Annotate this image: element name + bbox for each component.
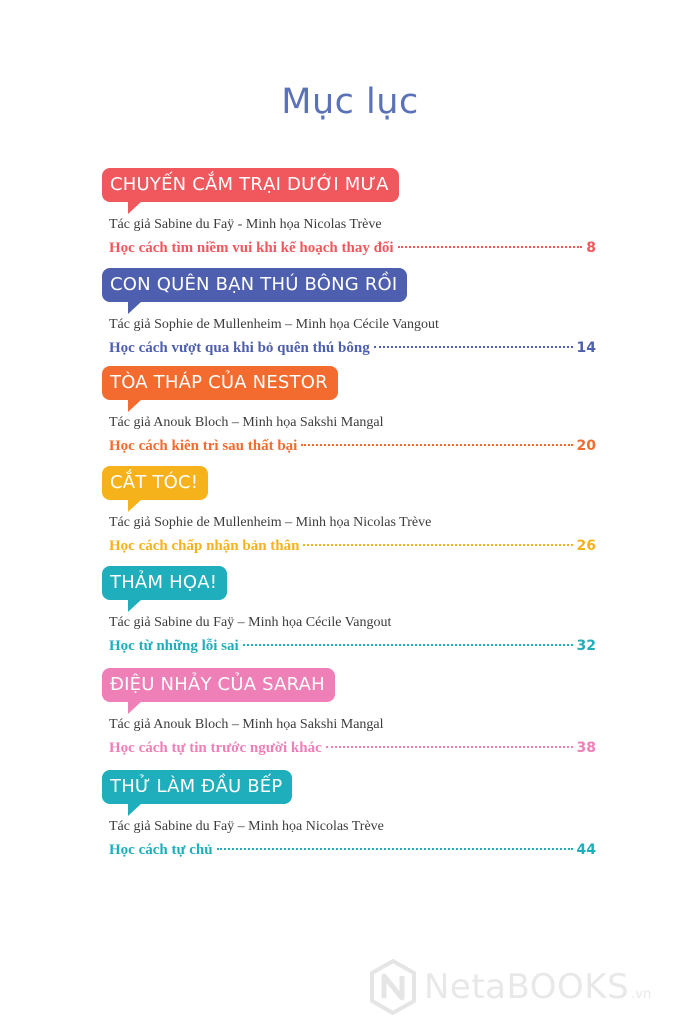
chapter-heading: CHUYẾN CẮM TRẠI DƯỚI MƯA xyxy=(110,174,389,195)
chapter-lesson: Học cách tìm niềm vui khi kế hoạch thay đổi xyxy=(109,240,394,256)
chapter-heading-bubble xyxy=(102,168,399,202)
chapter-heading-bubble xyxy=(102,668,335,702)
chapter-credits: Tác giả Sabine du Faÿ - Minh họa Nicolas Trève xyxy=(109,217,382,232)
chapter-lesson-row[interactable] xyxy=(109,340,596,357)
leader-dots xyxy=(301,444,572,446)
chapter-credits: Tác giả Anouk Bloch – Minh họa Sakshi Mangal xyxy=(109,415,384,430)
toc-entry[interactable] xyxy=(102,668,596,757)
chapter-lesson-row[interactable] xyxy=(109,740,596,757)
chapter-lesson: Học từ những lỗi sai xyxy=(109,638,239,654)
page-number: 32 xyxy=(576,638,596,654)
chapter-heading: THỬ LÀM ĐẦU BẾP xyxy=(110,776,283,797)
toc-entry[interactable] xyxy=(102,770,596,859)
page-number: 20 xyxy=(576,438,596,454)
toc-entry[interactable] xyxy=(102,268,596,357)
leader-dots xyxy=(217,848,573,850)
chapter-lesson: Học cách chấp nhận bản thân xyxy=(109,538,300,554)
chapter-lesson: Học cách tự tin trước người khác xyxy=(109,740,322,756)
chapter-lesson-row[interactable] xyxy=(109,842,596,859)
page-number: 14 xyxy=(576,340,596,356)
leader-dots xyxy=(303,544,572,546)
chapter-heading: CON QUÊN BẠN THÚ BÔNG RỒI xyxy=(110,274,398,295)
chapter-heading-bubble xyxy=(102,466,208,500)
page-number: 38 xyxy=(576,740,596,756)
chapter-credits: Tác giả Sabine du Faÿ – Minh họa Cécile Vangout xyxy=(109,615,392,630)
chapter-heading-bubble xyxy=(102,366,338,400)
chapter-lesson: Học cách vượt qua khi bỏ quên thú bông xyxy=(109,340,370,356)
chapter-heading: THẢM HỌA! xyxy=(110,572,218,593)
chapter-lesson-row[interactable] xyxy=(109,638,596,655)
toc-entry[interactable] xyxy=(102,566,596,655)
page-number: 44 xyxy=(576,842,596,858)
chapter-credits: Tác giả Sophie de Mullenheim – Minh họa Cécile Vangout xyxy=(109,317,439,332)
chapter-heading-bubble xyxy=(102,770,292,804)
watermark xyxy=(368,958,651,1016)
watermark-brand: NetaBOOKS xyxy=(424,967,630,1007)
chapter-lesson-row[interactable] xyxy=(109,240,596,257)
netabooks-logo-icon xyxy=(368,958,418,1016)
chapter-credits: Tác giả Anouk Bloch – Minh họa Sakshi Mangal xyxy=(109,717,384,732)
page-title: Mục lục xyxy=(281,82,419,122)
chapter-heading-bubble xyxy=(102,566,227,600)
chapter-lesson-row[interactable] xyxy=(109,438,596,455)
toc-entry[interactable] xyxy=(102,366,596,455)
leader-dots xyxy=(374,346,573,348)
leader-dots xyxy=(243,644,573,646)
chapter-heading: ĐIỆU NHẢY CỦA SARAH xyxy=(110,674,325,695)
page-number: 8 xyxy=(586,240,596,256)
chapter-heading: CẮT TÓC! xyxy=(110,472,199,493)
leader-dots xyxy=(398,246,583,248)
chapter-credits: Tác giả Sabine du Faÿ – Minh họa Nicolas Trève xyxy=(109,819,384,834)
watermark-suffix: .vn xyxy=(631,986,652,1002)
chapter-lesson-row[interactable] xyxy=(109,538,596,555)
chapter-lesson: Học cách tự chủ xyxy=(109,842,213,858)
chapter-heading: TÒA THÁP CỦA NESTOR xyxy=(110,372,328,393)
leader-dots xyxy=(326,746,573,748)
chapter-heading-bubble xyxy=(102,268,407,302)
toc-entry[interactable] xyxy=(102,466,596,555)
toc-entry[interactable] xyxy=(102,168,596,257)
chapter-credits: Tác giả Sophie de Mullenheim – Minh họa Nicolas Trève xyxy=(109,515,432,530)
page-number: 26 xyxy=(576,538,596,554)
chapter-lesson: Học cách kiên trì sau thất bại xyxy=(109,438,298,454)
